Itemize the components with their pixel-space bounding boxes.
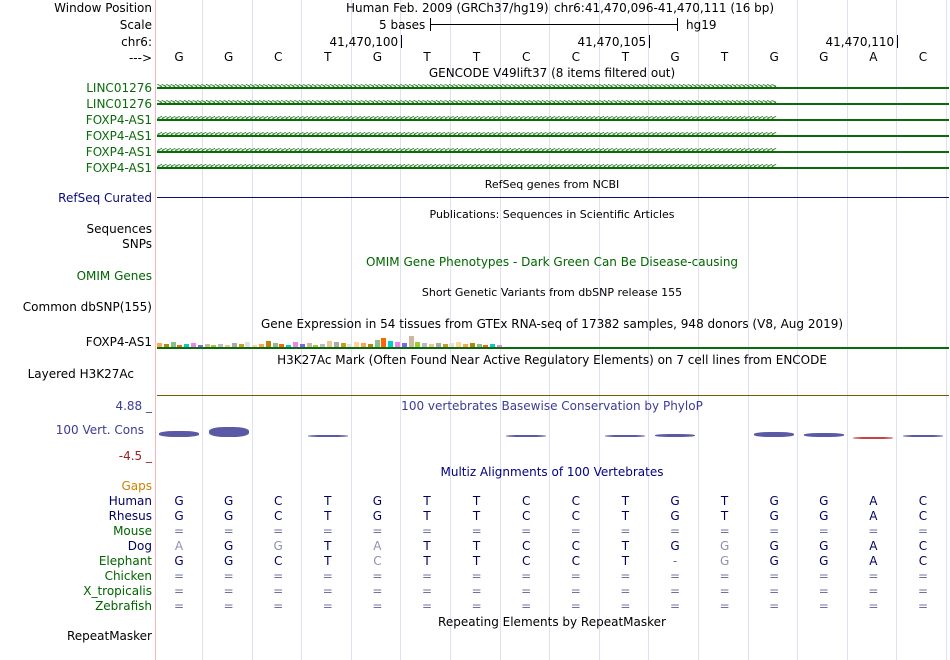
alignment-base: G bbox=[769, 509, 779, 523]
alignment-base: C bbox=[918, 509, 928, 523]
alignment-base: = bbox=[471, 524, 482, 538]
scale-bar-right-tick bbox=[677, 18, 678, 31]
alignment-base: = bbox=[372, 569, 383, 583]
alignment-base: = bbox=[421, 599, 433, 613]
gaps-label: Gaps bbox=[121, 479, 152, 493]
phylop-score-mark[interactable] bbox=[605, 435, 645, 437]
alignment-base: = bbox=[620, 569, 631, 583]
gencode-title: GENCODE V49lift37 (8 items filtered out) bbox=[428, 66, 676, 80]
alignment-base: = bbox=[322, 584, 333, 598]
gene-label[interactable]: FOXP4-AS1 bbox=[85, 145, 152, 159]
alignment-base: G bbox=[670, 494, 680, 508]
alignment-base: C bbox=[571, 554, 580, 568]
alignment-base: G bbox=[819, 494, 829, 508]
sequence-base: G bbox=[223, 50, 234, 64]
alignment-base: C bbox=[521, 494, 531, 508]
alignment-base: = bbox=[322, 599, 333, 613]
h3k27ac-label[interactable]: Layered H3K27Ac bbox=[27, 367, 134, 381]
alignment-base: G bbox=[769, 494, 779, 508]
alignment-base: = bbox=[471, 569, 482, 583]
label-divider bbox=[155, 0, 156, 660]
scale-db: hg19 bbox=[686, 18, 717, 32]
alignment-base: = bbox=[769, 524, 780, 538]
alignment-base: = bbox=[570, 599, 581, 613]
alignment-base: = bbox=[818, 569, 829, 583]
phylop-score-mark[interactable] bbox=[853, 437, 893, 439]
strand-label: ---> bbox=[128, 51, 152, 65]
sequence-base: C bbox=[918, 50, 928, 64]
alignment-base: = bbox=[273, 569, 284, 583]
ruler-tick-label: 41,470,110 bbox=[825, 35, 895, 49]
alignment-base: T bbox=[621, 539, 630, 553]
alignment-base: T bbox=[423, 539, 431, 553]
chrom-label: chr6: bbox=[121, 35, 152, 49]
alignment-base: T bbox=[472, 509, 481, 523]
sequence-base: T bbox=[472, 50, 481, 64]
alignment-base: = bbox=[223, 584, 234, 598]
alignment-base: C bbox=[373, 554, 382, 568]
assembly-title: Human Feb. 2009 (GRCh37/hg19) bbox=[346, 1, 549, 15]
refseq-line[interactable] bbox=[157, 197, 949, 198]
alignment-base: = bbox=[818, 584, 829, 598]
gene-track-feature[interactable] bbox=[157, 146, 949, 158]
gtex-tissue-bar[interactable] bbox=[375, 340, 380, 347]
gene-label[interactable]: FOXP4-AS1 bbox=[85, 161, 152, 175]
sequence-base: T bbox=[621, 50, 630, 64]
alignment-base: = bbox=[570, 524, 581, 538]
alignment-base: = bbox=[421, 569, 433, 583]
alignment-base: C bbox=[273, 509, 283, 523]
phylop-min: -4.5 _ bbox=[118, 449, 152, 463]
phylop-score-mark[interactable] bbox=[754, 432, 794, 437]
alignment-base: T bbox=[621, 554, 630, 568]
alignment-base: = bbox=[868, 524, 879, 538]
omim-title: OMIM Gene Phenotypes - Dark Green Can Be Disease-causing bbox=[365, 255, 739, 269]
chevron-left-icon: <<<<<<<<<<<<<<<<<<<<<<<<<<<<<<<<<<<<<<<<<<<<<<<<<<<<<<<<<<<<<<<<<<<<<<<<<<<<<<<<<<<<<<<<<<<<<<<<<<<<<<<<<<<<<<<<<<<<<<<<<<<<<<<<<<<<<<<<<<<< bbox=[157, 114, 776, 124]
alignment-base: G bbox=[769, 539, 779, 553]
gene-label[interactable]: FOXP4-AS1 bbox=[85, 113, 152, 127]
alignment-base: G bbox=[719, 554, 730, 568]
alignment-base: = bbox=[818, 599, 829, 613]
chevron-right-icon: >>>>>>>>>>>>>>>>>>>>>>>>>>>>>>>>>>>>>>>>>>>>>>>>>>>>>>>>>>>>>>>>>>>>>>>>>>>>>>>>>>>>>>>>>>>>>>>>>>>>>>>>>>>>>>>>>>>>>>>>>>>>>>>>>>>>>>>>>>>> bbox=[157, 82, 776, 92]
species-label[interactable]: X_tropicalis bbox=[83, 584, 152, 598]
scale-bar bbox=[430, 24, 678, 25]
alignment-base: T bbox=[423, 554, 431, 568]
alignment-base: A bbox=[869, 539, 878, 553]
phylop-score-mark[interactable] bbox=[804, 433, 844, 437]
phylop-score-mark[interactable] bbox=[159, 431, 199, 437]
alignment-base: T bbox=[472, 539, 481, 553]
alignment-base: = bbox=[719, 569, 730, 583]
alignment-base: C bbox=[918, 554, 928, 568]
alignment-base: T bbox=[324, 509, 332, 523]
alignment-base: = bbox=[273, 584, 284, 598]
alignment-base: = bbox=[868, 599, 879, 613]
alignment-base: G bbox=[223, 494, 234, 508]
alignment-base: T bbox=[324, 539, 332, 553]
phylop-label[interactable]: 100 Vert. Cons bbox=[55, 423, 144, 437]
alignment-base: T bbox=[423, 509, 431, 523]
sequence-base: G bbox=[769, 50, 779, 64]
gene-track-feature[interactable] bbox=[157, 130, 949, 142]
scale-bar-left-tick bbox=[430, 18, 431, 31]
alignment-base: = bbox=[372, 524, 383, 538]
alignment-base: = bbox=[421, 524, 433, 538]
alignment-base: G bbox=[670, 539, 680, 553]
ruler-tick-mark bbox=[649, 35, 650, 48]
gtex-label[interactable]: FOXP4-AS1 bbox=[85, 335, 152, 349]
alignment-base: G bbox=[670, 509, 680, 523]
sequence-base: C bbox=[571, 50, 580, 64]
species-label[interactable]: Human bbox=[108, 494, 152, 508]
species-label[interactable]: Dog bbox=[127, 539, 152, 553]
alignment-base: T bbox=[472, 494, 481, 508]
alignment-base: A bbox=[373, 539, 382, 553]
alignment-base: = bbox=[917, 584, 929, 598]
alignment-base: T bbox=[472, 554, 481, 568]
phylop-score-mark[interactable] bbox=[209, 427, 249, 437]
alignment-base: = bbox=[769, 569, 780, 583]
sequence-base: G bbox=[174, 50, 184, 64]
phylop-score-mark[interactable] bbox=[506, 435, 546, 437]
sequence-base: G bbox=[819, 50, 829, 64]
multiz-title: Multiz Alignments of 100 Vertebrates bbox=[440, 465, 664, 479]
refseq-label[interactable]: RefSeq Curated bbox=[58, 191, 152, 205]
alignment-base: C bbox=[571, 494, 580, 508]
alignment-base: = bbox=[173, 524, 185, 538]
alignment-base: G bbox=[223, 554, 234, 568]
alignment-base: T bbox=[720, 509, 729, 523]
phylop-title: 100 vertebrates Basewise Conservation by PhyloP bbox=[401, 399, 703, 413]
ruler-tick-mark bbox=[401, 35, 402, 48]
h3k27ac-baseline bbox=[157, 395, 949, 396]
alignment-base: - bbox=[672, 554, 678, 568]
alignment-base: = bbox=[273, 599, 284, 613]
sequence-base: C bbox=[273, 50, 283, 64]
alignment-base: = bbox=[868, 584, 879, 598]
alignment-base: = bbox=[868, 569, 879, 583]
alignment-base: = bbox=[322, 524, 333, 538]
sequence-base: A bbox=[869, 50, 878, 64]
alignment-base: = bbox=[223, 569, 234, 583]
window-position-label: Window Position bbox=[54, 1, 152, 15]
chevron-left-icon: <<<<<<<<<<<<<<<<<<<<<<<<<<<<<<<<<<<<<<<<<<<<<<<<<<<<<<<<<<<<<<<<<<<<<<<<<<<<<<<<<<<<<<<<<<<<<<<<<<<<<<<<<<<<<<<<<<<<<<<<<<<<<<<<<<<<<<<<<<<< bbox=[157, 130, 776, 140]
alignment-base: = bbox=[669, 569, 681, 583]
phylop-score-mark[interactable] bbox=[655, 434, 695, 437]
gene-label[interactable]: LINC01276 bbox=[86, 97, 152, 111]
alignment-base: C bbox=[571, 539, 580, 553]
alignment-base: G bbox=[819, 554, 829, 568]
position-readout[interactable]: chr6:41,470,096-41,470,111 (16 bp) bbox=[554, 1, 775, 15]
alignment-base: G bbox=[174, 494, 184, 508]
alignment-base: = bbox=[818, 524, 829, 538]
alignment-base: = bbox=[521, 524, 532, 538]
alignment-base: = bbox=[372, 599, 383, 613]
phylop-score-mark[interactable] bbox=[903, 435, 943, 437]
alignment-base: T bbox=[621, 509, 630, 523]
alignment-base: = bbox=[173, 569, 185, 583]
sequence-base: T bbox=[423, 50, 431, 64]
alignment-base: C bbox=[918, 494, 928, 508]
sequence-base: C bbox=[521, 50, 531, 64]
species-label[interactable]: Zebrafish bbox=[95, 599, 152, 613]
alignment-base: G bbox=[719, 539, 730, 553]
alignment-base: G bbox=[174, 554, 184, 568]
alignment-base: C bbox=[521, 509, 531, 523]
gtex-baseline bbox=[157, 347, 949, 349]
alignment-base: = bbox=[917, 599, 929, 613]
alignment-base: = bbox=[570, 569, 581, 583]
sequence-base: T bbox=[720, 50, 729, 64]
gtex-tissue-bar[interactable] bbox=[409, 336, 414, 347]
alignment-base: G bbox=[769, 554, 779, 568]
alignment-base: = bbox=[917, 569, 929, 583]
chevron-left-icon: <<<<<<<<<<<<<<<<<<<<<<<<<<<<<<<<<<<<<<<<<<<<<<<<<<<<<<<<<<<<<<<<<<<<<<<<<<<<<<<<<<<<<<<<<<<<<<<<<<<<<<<<<<<<<<<<<<<<<<<<<<<<<<<<<<<<<<<<<<<< bbox=[157, 162, 776, 172]
alignment-base: = bbox=[570, 584, 581, 598]
gtex-title: Gene Expression in 54 tissues from GTEx RNA-seq of 17382 samples, 948 donors (V8, Aug 2019) bbox=[260, 317, 844, 331]
alignment-base: C bbox=[273, 554, 283, 568]
alignment-base: = bbox=[471, 584, 482, 598]
repeatmasker-label[interactable]: RepeatMasker bbox=[66, 629, 152, 643]
alignment-base: = bbox=[769, 584, 780, 598]
alignment-base: A bbox=[869, 554, 878, 568]
alignment-base: G bbox=[372, 509, 383, 523]
alignment-base: = bbox=[521, 584, 532, 598]
alignment-base: = bbox=[719, 524, 730, 538]
omim-label[interactable]: OMIM Genes bbox=[76, 269, 152, 283]
alignment-base: A bbox=[869, 509, 878, 523]
alignment-base: G bbox=[273, 539, 283, 553]
gtex-tissue-bar[interactable] bbox=[381, 338, 386, 347]
gene-label[interactable]: FOXP4-AS1 bbox=[85, 129, 152, 143]
alignment-base: = bbox=[620, 599, 631, 613]
sequence-base: T bbox=[324, 50, 332, 64]
alignment-base: = bbox=[620, 584, 631, 598]
scale-text: 5 bases bbox=[379, 18, 426, 32]
alignment-base: = bbox=[322, 569, 333, 583]
sequence-base: G bbox=[372, 50, 383, 64]
alignment-base: = bbox=[769, 599, 780, 613]
alignment-base: G bbox=[819, 509, 829, 523]
gene-track-feature[interactable] bbox=[157, 114, 949, 126]
alignment-base: T bbox=[324, 554, 332, 568]
alignment-base: G bbox=[223, 539, 234, 553]
dbsnp-title: Short Genetic Variants from dbSNP release 155 bbox=[421, 286, 683, 299]
alignment-base: A bbox=[869, 494, 878, 508]
alignment-base: = bbox=[173, 584, 185, 598]
gene-label[interactable]: LINC01276 bbox=[86, 81, 152, 95]
alignment-base: = bbox=[421, 584, 433, 598]
alignment-base: C bbox=[521, 539, 531, 553]
alignment-base: = bbox=[669, 584, 681, 598]
phylop-score-mark[interactable] bbox=[308, 435, 348, 437]
snps-label[interactable]: SNPs bbox=[122, 237, 152, 251]
alignment-base: = bbox=[471, 599, 482, 613]
alignment-base: C bbox=[571, 509, 580, 523]
ruler-tick-mark bbox=[897, 35, 898, 48]
gene-track-feature[interactable] bbox=[157, 82, 949, 94]
phylop-max: 4.88 _ bbox=[115, 399, 152, 413]
alignment-base: = bbox=[669, 524, 681, 538]
alignment-base: = bbox=[719, 584, 730, 598]
alignment-base: T bbox=[621, 494, 630, 508]
species-label[interactable]: Rhesus bbox=[108, 509, 152, 523]
alignment-base: = bbox=[917, 524, 929, 538]
ruler-tick-label: 41,470,100 bbox=[329, 35, 399, 49]
alignment-base: G bbox=[372, 494, 383, 508]
alignment-base: C bbox=[521, 554, 531, 568]
alignment-base: T bbox=[720, 494, 729, 508]
alignment-base: = bbox=[719, 599, 730, 613]
alignment-base: = bbox=[223, 599, 234, 613]
alignment-base: C bbox=[273, 494, 283, 508]
alignment-base: G bbox=[174, 509, 184, 523]
alignment-base: T bbox=[423, 494, 431, 508]
chevron-left-icon: <<<<<<<<<<<<<<<<<<<<<<<<<<<<<<<<<<<<<<<<<<<<<<<<<<<<<<<<<<<<<<<<<<<<<<<<<<<<<<<<<<<<<<<<<<<<<<<<<<<<<<<<<<<<<<<<<<<<<<<<<<<<<<<<<<<<<<<<<<<< bbox=[157, 146, 776, 156]
alignment-base: G bbox=[223, 509, 234, 523]
ruler-tick-label: 41,470,105 bbox=[577, 35, 647, 49]
sequence-base: G bbox=[670, 50, 680, 64]
chevron-right-icon: >>>>>>>>>>>>>>>>>>>>>>>>>>>>>>>>>>>>>>>>>>>>>>>>>>>>>>>>>>>>>>>>>>>>>>>>>>>>>>>>>>>>>>>>>>>>>>>>>>>>>>>>>>>>>>>>>>>>>>>>>>>>>>>>>>>>>>>>>>>> bbox=[157, 98, 776, 108]
alignment-base: T bbox=[324, 494, 332, 508]
alignment-base: = bbox=[173, 599, 185, 613]
gene-track-feature[interactable] bbox=[157, 98, 949, 110]
alignment-base: = bbox=[620, 524, 631, 538]
alignment-base: A bbox=[174, 539, 184, 553]
alignment-base: = bbox=[669, 599, 681, 613]
repeatmasker-title: Repeating Elements by RepeatMasker bbox=[438, 615, 666, 629]
alignment-base: = bbox=[521, 569, 532, 583]
alignment-base: = bbox=[273, 524, 284, 538]
gene-track-feature[interactable] bbox=[157, 162, 949, 174]
refseq-title: RefSeq genes from NCBI bbox=[484, 178, 620, 191]
alignment-base: C bbox=[918, 539, 928, 553]
publications-title: Publications: Sequences in Scientific Articles bbox=[429, 208, 675, 221]
dbsnp-label[interactable]: Common dbSNP(155) bbox=[22, 300, 152, 314]
alignment-base: = bbox=[223, 524, 234, 538]
alignment-base: = bbox=[372, 584, 383, 598]
h3k27ac-title: H3K27Ac Mark (Often Found Near Active Regulatory Elements) on 7 cell lines from ENCODE bbox=[277, 353, 827, 367]
publications-label[interactable]: Sequences bbox=[86, 222, 152, 236]
alignment-base: G bbox=[819, 539, 829, 553]
scale-label: Scale bbox=[119, 18, 152, 32]
alignment-base: = bbox=[521, 599, 532, 613]
species-label[interactable]: Chicken bbox=[104, 569, 152, 583]
species-label[interactable]: Mouse bbox=[113, 524, 152, 538]
species-label[interactable]: Elephant bbox=[98, 554, 152, 568]
